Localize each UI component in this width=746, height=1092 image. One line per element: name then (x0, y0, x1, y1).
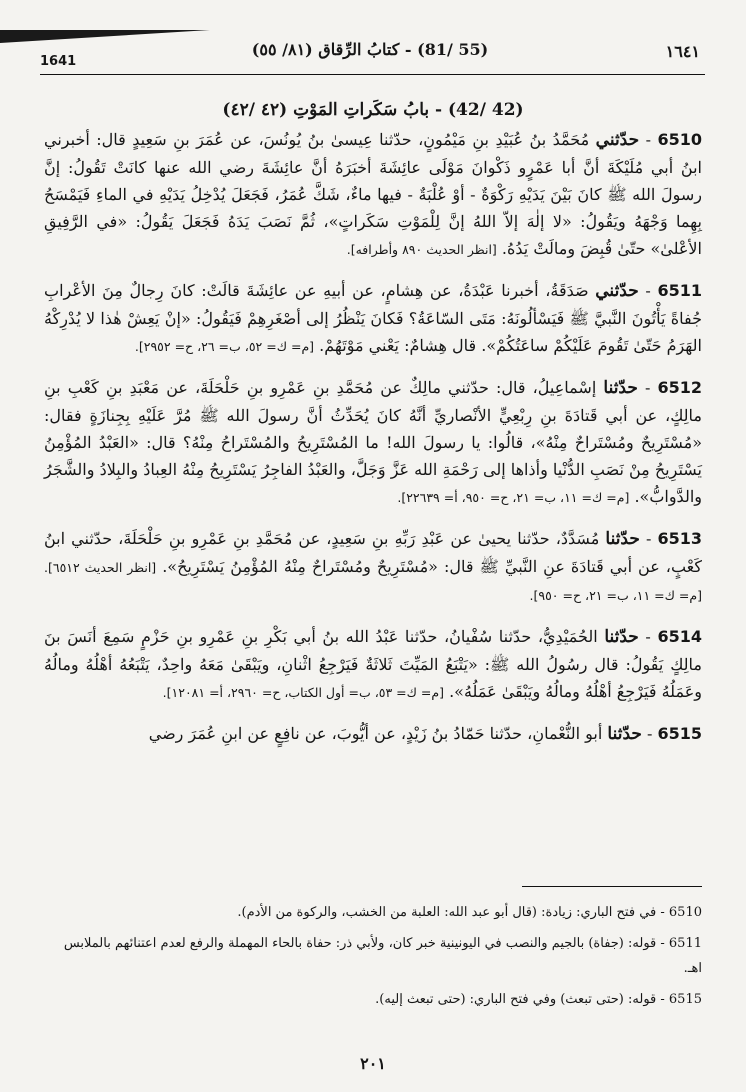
hadith-reference: [انظر الحديث ٨٩٠ وأطرافه]. (346, 242, 497, 257)
hadith-text: الحُمَيْدِيُّ، حدّثنا سُفْيانُ، حدّثنا عَبْدُ الله بنُ أبي بَكْرِ بنِ عَمْرِو بنِ حَزْمٍ سَمِعَ أنَسَ بنَ مالِكٍ يَقُولُ: قال رسُولُ الله ﷺ: «يَتْبَعُ المَيِّتَ ثَلاثَةٌ فَيَرْجِعُ اثْنانِ، ويَبْقَىٰ مَعَهُ واحِدٌ، يَتْبَعُهُ أهْلُهُ ومالُهُ وعَمَلُهُ فَيَرْجِعُ أهْلُهُ ومالُهُ ويَبْقَىٰ عَمَلُهُ». (44, 627, 702, 701)
hadith-intro: حدّثنا (605, 529, 640, 549)
hadith-text: صَدَقَةُ، أخبرنا عَبْدَةُ، عن هِشامٍ، عن أبيهِ عن عائِشَةَ قالَتْ: كانَ رِجالٌ مِنَ الأعْرابِ جُفاةً يَأْتُونَ النَّبيَّ ﷺ فَيَسْألُونَهُ: مَتَى السّاعَةُ؟ فَكانَ يَنْظُرُ إلى أصْغَرِهِمْ فَيَقُولُ: «إنْ يَعِشْ هٰذا لا يُدْرِكْهُ الهَرَمُ حَتّىٰ تَقُومَ عَلَيْكُمْ ساعَتُكُمْ». قال هِشامٌ: يَعْني مَوْتَهُمْ. (44, 281, 702, 355)
hadith-6515: 6515 - حدّثنا أبو النُّعْمانِ، حدّثنا حَمّادُ بنُ زَيْدٍ، عن أيُّوبَ، عن نافِعٍ عن ابنِ عُمَرَ رضي (148, 724, 702, 744)
hadith-number: 6513 (657, 529, 703, 548)
hadith-intro: حدّثنا (603, 378, 638, 398)
footnotes (44, 900, 702, 1018)
hadith-number: 6514 (657, 627, 703, 646)
page-number-footer: ٢٠١ (360, 1054, 386, 1073)
hadith-6514: 6514 - حدّثنا الحُمَيْدِيُّ، حدّثنا سُفْيانُ، حدّثنا عَبْدُ الله بنُ أبي بَكْرِ بنِ عَمْرِو بنِ حَزْمٍ سَمِعَ أنَسَ بنَ مالِكٍ يَقُولُ: قال رسُولُ الله ﷺ: «يَتْبَعُ المَيِّتَ ثَلاثَةٌ فَيَرْجِعُ اثْنانِ، ويَبْقَىٰ مَعَهُ واحِدٌ، يَتْبَعُهُ أهْلُهُ ومالُهُ وعَمَلُهُ فَيَرْجِعُ أهْلُهُ ومالُهُ ويَبْقَىٰ عَمَلُهُ». [م= ك= ٥٣، ب= أول الكتاب، ح= ٢٩٦٠، أ= ١٢٠٨١]. (44, 627, 703, 701)
hadith-intro: حدّثنا (607, 724, 642, 744)
hadith-6512: 6512 - حدّثنا إسْماعِيلُ، قال: حدّثني مالِكٌ عن مُحَمَّدِ بنِ عَمْرِو بنِ حَلْحَلَةَ، عن مَعْبَدِ بنِ كَعْبِ بنِ مالِكٍ، عن أبي قَتادَةَ بنِ رِبْعِيٍّ الأنْصاريِّ أنَّهُ كانَ يُحَدِّثُ أنَّ رسولَ الله ﷺ مُرَّ عَلَيْهِ بِجِنازَةٍ فقال: «مُسْتَرِيحٌ ومُسْتَراحٌ مِنْهُ»، قالُوا: يا رسولَ الله! ما المُسْتَرِيحُ والمُسْتَراحُ مِنْهُ؟ قال: «العَبْدُ المُؤْمِنُ يَسْتَرِيحُ مِنْ نَصَبِ الدُّنْيا وأذاها إلى رَحْمَةِ الله عَزَّ وَجَلَّ، والعَبْدُ الفاجِرُ يَسْتَرِيحُ مِنْهُ العِبادُ والبِلادُ والشَّجَرُ والدَّوابُّ». [م= ك= ١١، ب= ٢١، ح= ٩٥٠، أ= ٢٢٦٣٩]. (44, 378, 703, 506)
hadith-6511: 6511 - حدّثني صَدَقَةُ، أخبرنا عَبْدَةُ، عن هِشامٍ، عن أبيهِ عن عائِشَةَ قالَتْ: كانَ رِجالٌ مِنَ الأعْرابِ جُفاةً يَأْتُونَ النَّبيَّ ﷺ فَيَسْألُونَهُ: مَتَى السّاعَةُ؟ فَكانَ يَنْظُرُ إلى أصْغَرِهِمْ فَيَقُولُ: «إنْ يَعِشْ هٰذا لا يُدْرِكْهُ الهَرَمُ حَتّىٰ تَقُومَ عَلَيْكُمْ ساعَتُكُمْ». قال هِشامٌ: يَعْني مَوْتَهُمْ. [م= ك= ٥٢، ب= ٢٦، ح= ٢٩٥٢]. (44, 281, 703, 355)
hadith-6510: 6510 - حدّثني مُحَمَّدُ بنُ عُبَيْدِ بنِ مَيْمُونٍ، حدّثنا عِيسىٰ بنُ يُونُسَ، عن عُمَرَ بنِ سَعِيدٍ قال: أخبرني ابنُ أبي مُلَيْكَةَ أنَّ أبا عَمْرٍو ذَكْوانَ مَوْلَى عائِشَةَ أخبَرَهُ أنَّ عائِشَةَ رضي الله عنها كانَتْ تَقُولُ: إنَّ رسولَ الله ﷺ كانَ بَيْنَ يَدَيْهِ رَكْوَةٌ - أوْ عُلْبَةٌ - فيها ماءٌ، شَكَّ عُمَرُ، فَجَعَلَ يُدْخِلُ يَدَيْهِ في الماءِ فَيَمْسَحُ بِهِما وَجْهَهُ ويَقُولُ: «لا إلٰهَ إلاّ اللهُ إنَّ لِلْمَوْتِ سَكَراتٍ»، ثُمَّ نَصَبَ يَدَهُ فَجَعَلَ يَقُولُ: «في الرَّفِيقِ الأعْلىٰ» حتّىٰ قُبِضَ ومالَتْ يَدُهُ. [انظر الحديث ٨٩٠ وأطرافه]. (44, 130, 703, 258)
running-title: (55 /81) - كتابُ الرِّقاق (٨١/ ٥٥) (251, 40, 489, 59)
header-rule (40, 74, 705, 75)
page-number-latin: 1641 (40, 54, 77, 69)
footnote: 6510 - في فتح الباري: زيادة: (قال أبو عبد الله: العلبة من الخشب، والركوة من الأدم). (237, 905, 702, 920)
main-text (44, 96, 702, 762)
hadith-intro: حدّثني (595, 281, 639, 301)
hadith-text: إسْماعِيلُ، قال: حدّثني مالِكٌ عن مُحَمَّدِ بنِ عَمْرِو بنِ حَلْحَلَةَ، عن مَعْبَدِ بنِ كَعْبِ بنِ مالِكٍ، عن أبي قَتادَةَ بنِ رِبْعِيٍّ الأنْصاريِّ أنَّهُ كانَ يُحَدِّثُ أنَّ رسولَ الله ﷺ مُرَّ عَلَيْهِ بِجِنازَةٍ فقال: «مُسْتَرِيحٌ ومُسْتَراحٌ مِنْهُ»، قالُوا: يا رسولَ الله! ما المُسْتَرِيحُ والمُسْتَراحُ مِنْهُ؟ قال: «العَبْدُ المُؤْمِنُ يَسْتَرِيحُ مِنْ نَصَبِ الدُّنْيا وأذاها إلى رَحْمَةِ الله عَزَّ وَجَلَّ، والعَبْدُ الفاجِرُ يَسْتَرِيحُ مِنْهُ العِبادُ والبِلادُ والشَّجَرُ والدَّوابُّ». (44, 378, 702, 506)
hadith-intro: حدّثني (595, 130, 640, 150)
hadith-number: 6511 (657, 281, 703, 300)
hadith-6513: 6513 - حدّثنا مُسَدَّدٌ، حدّثنا يحيىٰ عن عَبْدِ رَبِّهِ بنِ سَعِيدٍ، عن مُحَمَّدِ بنِ عَمْرِو بنِ حَلْحَلَةَ، حدّثني ابنُ كَعْبٍ، عن أبي قَتادَةَ عنِ النَّبيِّ ﷺ قال: «مُسْتَرِيحٌ ومُسْتَراحٌ مِنْهُ المُؤْمِنُ يَسْتَرِيحُ». [انظر الحديث ٦٥١٢]. [م= ك= ١١، ب= ٢١، ح= ٩٥٠]. (44, 529, 703, 603)
hadith-reference: [انظر الحديث ٦٥١٢]. [م= ك= ١١، ب= ٢١، ح= ٩٥٠]. (44, 560, 702, 603)
hadith-number: 6515 (657, 724, 702, 743)
footnote: 6515 - قوله: (حتى تبعث) وفي فتح الباري: (حتى تبعث إليه). (375, 992, 702, 1007)
hadith-reference: [م= ك= ١١، ب= ٢١، ح= ٩٥٠، أ= ٢٢٦٣٩]. (397, 490, 630, 505)
footnote: 6511 - قوله: (جفاة) بالجيم والنصب في اليونينية خبر كان، ولأبي ذر: حفاة بالحاء المهملة والرفع لعدم اعتنائهم بالملابس اهـ. (63, 936, 702, 976)
hadith-number: 6512 (657, 378, 703, 397)
page-number-arabic: ١٦٤١ (665, 42, 700, 61)
page-header (40, 40, 700, 70)
hadith-reference: [م= ك= ٥٣، ب= أول الكتاب، ح= ٢٩٦٠، أ= ١٢٠٨١]. (162, 685, 444, 700)
hadith-number: 6510 (657, 130, 702, 149)
hadith-text: مُحَمَّدُ بنُ عُبَيْدِ بنِ مَيْمُونٍ، حدّثنا عِيسىٰ بنُ يُونُسَ، عن عُمَرَ بنِ سَعِيدٍ قال: أخبرني ابنُ أبي مُلَيْكَةَ أنَّ أبا عَمْرٍو ذَكْوانَ مَوْلَى عائِشَةَ أخبَرَهُ أنَّ عائِشَةَ رضي الله عنها كانَتْ تَقُولُ: إنَّ رسولَ الله ﷺ كانَ بَيْنَ يَدَيْهِ رَكْوَةٌ - أوْ عُلْبَةٌ - فيها ماءٌ، شَكَّ عُمَرُ، فَجَعَلَ يُدْخِلُ يَدَيْهِ في الماءِ فَيَمْسَحُ بِهِما وَجْهَهُ ويَقُولُ: «لا إلٰهَ إلاّ اللهُ إنَّ لِلْمَوْتِ سَكَراتٍ»، ثُمَّ نَصَبَ يَدَهُ فَجَعَلَ يَقُولُ: «في الرَّفِيقِ الأعْلىٰ» حتّىٰ قُبِضَ ومالَتْ يَدُهُ. (44, 130, 703, 258)
chapter-title: (42 /42) - بابُ سَكَراتِ المَوْتِ (٤٢ /٤٢) (222, 100, 524, 120)
hadith-reference: [م= ك= ٥٢، ب= ٢٦، ح= ٢٩٥٢]. (134, 339, 315, 354)
hadith-text: مُسَدَّدٌ، حدّثنا يحيىٰ عن عَبْدِ رَبِّهِ بنِ سَعِيدٍ، عن مُحَمَّدِ بنِ عَمْرِو بنِ حَلْحَلَةَ، حدّثني ابنُ كَعْبٍ، عن أبي قَتادَةَ عنِ النَّبيِّ ﷺ قال: «مُسْتَرِيحٌ ومُسْتَراحٌ مِنْهُ المُؤْمِنُ يَسْتَرِيحُ». (44, 529, 703, 576)
hadith-intro: حدّثنا (604, 627, 639, 647)
footnote-rule (522, 886, 702, 887)
hadith-text: أبو النُّعْمانِ، حدّثنا حَمّادُ بنُ زَيْدٍ، عن أيُّوبَ، عن نافِعٍ عن ابنِ عُمَرَ رضي (148, 724, 603, 743)
